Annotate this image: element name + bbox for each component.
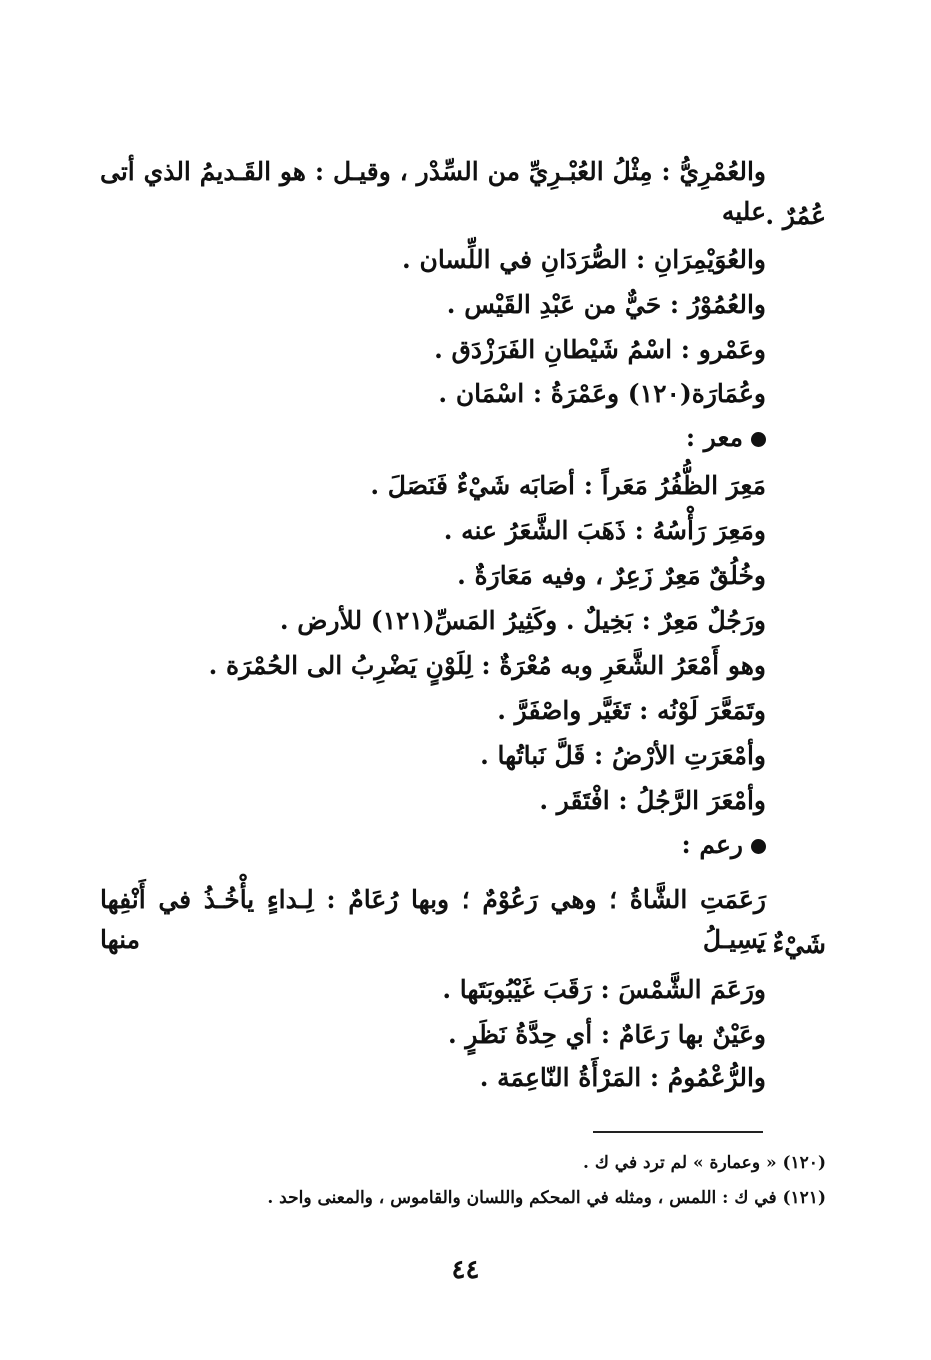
- entry-line-umri-cont: عُمُرٌ .: [765, 201, 826, 230]
- bullet-icon: [751, 839, 766, 854]
- entry-line-umri: والعُمْرِيُّ : مِثْلُ العُبْـرِيِّ من السِّدْر ، وقيـل : هو القَـديمُ الذي أتى عليه: [100, 157, 766, 226]
- footnote: (١٢٠) « وعمارة » لم ترد في ك .: [583, 1153, 826, 1173]
- entry-line: وأمْعَرَتِ الأرْضُ : قَلَّ نَباتُها .: [480, 741, 766, 770]
- entry-line: ورَعَمَ الشَّمْسَ : رَقَبَ غَيْبُوبَتَها .: [442, 975, 766, 1004]
- entry-line-raamat-cont: شَيْءٌ .: [755, 930, 826, 959]
- footnote-divider: [593, 1131, 763, 1133]
- entry-line-amr: وعَمْرو : اسْمُ شَيْطانِ الفَرَزْدَق .: [434, 335, 766, 364]
- entry-line: وتَمَعَّرَ لَوْنُه : تَغَيَّر واصْفَرَّ .: [497, 696, 766, 725]
- section-heading-raam-text: رعم :: [681, 830, 743, 859]
- entry-line-raamat: رَعَمَتِ الشَّاةُ ؛ وهي رَعُوْمٌ ؛ وبها رُعَامٌ : لِـداءٍ يأْخُـذُ في أَنْفِها يَسِيـلُ منها: [100, 885, 766, 954]
- entry-line-uwaymiran: والعُوَيْمِرَانِ : الصُّرَدَانِ في اللِّسان .: [402, 245, 766, 274]
- entry-line: وهو أَمْعَرُ الشَّعَرِ وبه مُعْرَةٌ : لِلَوْنٍ يَضْرِبُ الى الحُمْرَة .: [208, 651, 766, 680]
- entry-line: وأمْعَرَ الرَّجُلُ : افْتَقَر .: [539, 786, 766, 815]
- entry-line: ورَجُلٌ مَعِرٌ : بَخِيلٌ . وكَثِيرُ المَسِّ(١٢١) للأرض .: [279, 606, 766, 635]
- entry-line: ومَعِرَ رَأْسُهُ : ذَهَبَ الشَّعَرُ عنه .: [443, 516, 766, 545]
- entry-line: والرُّعْمُومُ : المَرْأَةُ النّاعِمَة .: [479, 1063, 766, 1092]
- entry-line-umara: وعُمَارَة(١٢٠) وعَمْرَةُ : اسْمَان .: [438, 379, 766, 408]
- section-heading-raam: [681, 825, 766, 865]
- entry-line: وخُلُقٌ مَعِرٌ زَعِرٌ ، وفيه مَعَارَةٌ .: [457, 561, 766, 590]
- entry-line: مَعِرَ الظُّفُرُ مَعَراً : أصَابَه شَيْءٌ فَنَصَلَ .: [370, 471, 766, 500]
- section-heading-maar-text: معر :: [685, 423, 743, 452]
- entry-line: وعَيْنٌ بها رَعَامٌ : أي حِدَّةُ نَظَرٍ .: [447, 1020, 766, 1049]
- entry-line-umur: والعُمُوْرُ : حَيٌّ من عَبْدِ القَيْس .: [446, 290, 766, 319]
- footnote: (١٢١) في ك : اللمس ، ومثله في المحكم واللسان والقاموس ، والمعنى واحد .: [267, 1188, 826, 1208]
- page-number: ٤٤: [451, 1255, 480, 1285]
- section-heading-maar: [686, 418, 766, 458]
- bullet-icon: [751, 432, 766, 447]
